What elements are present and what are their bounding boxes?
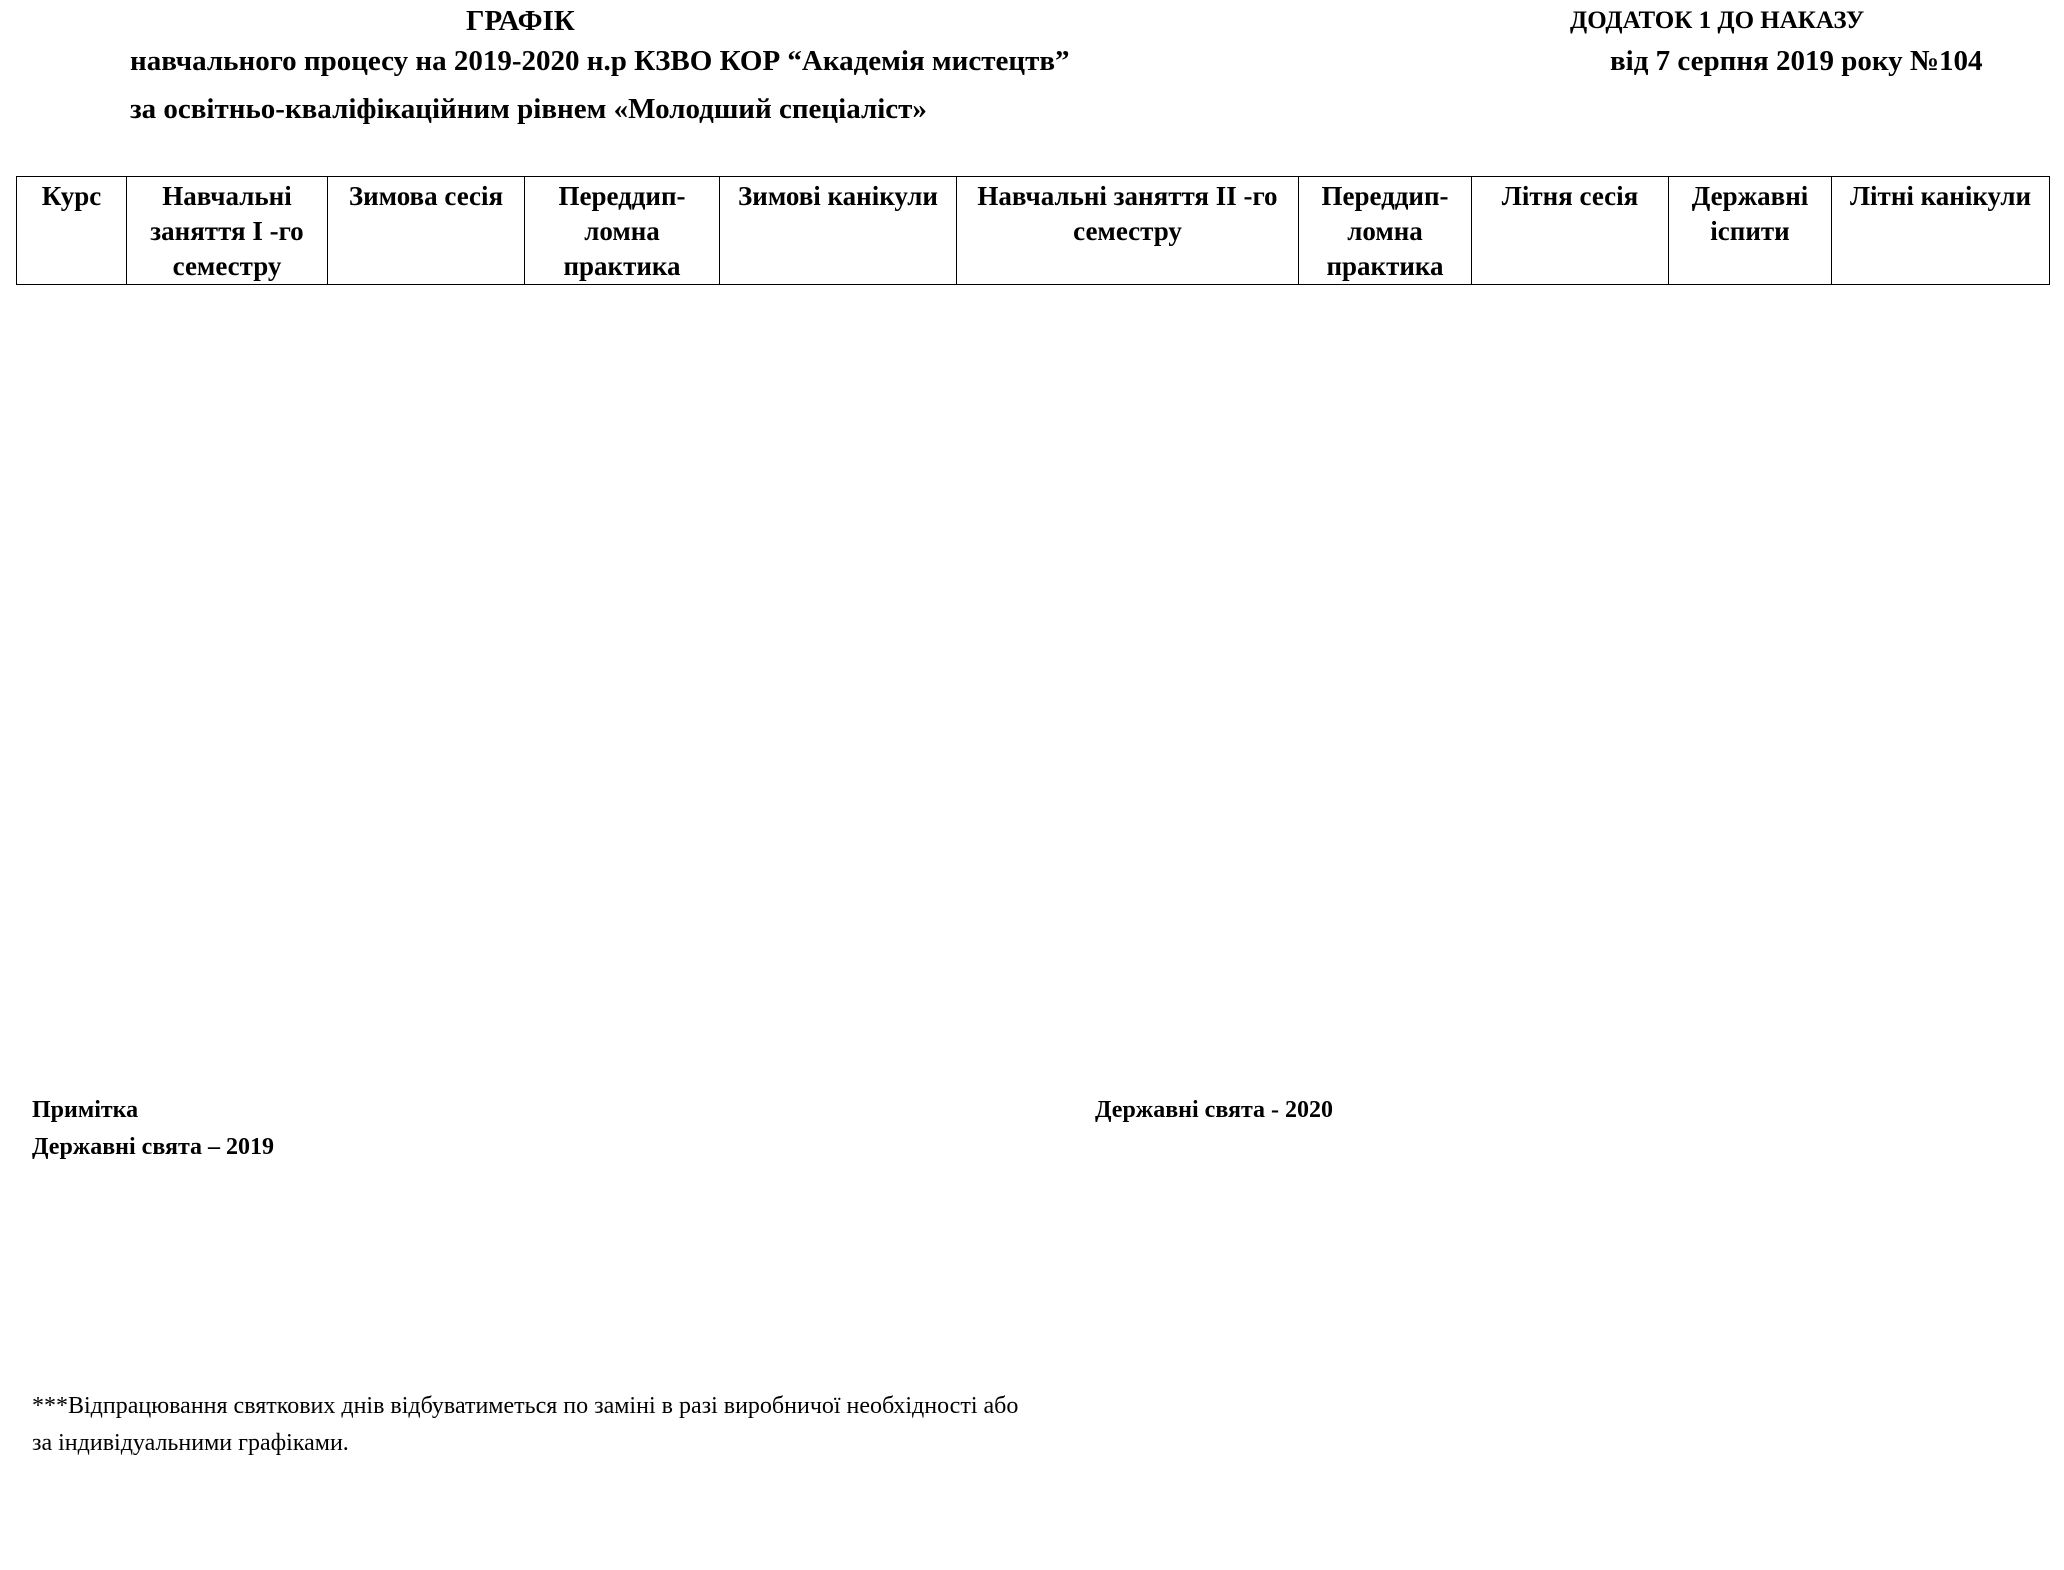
table-header-row — [17, 177, 2050, 285]
notes-left — [32, 1092, 274, 1166]
document-title: ГРАФІК — [466, 5, 575, 37]
column-header: Навчальні заняття І -го семестру — [127, 177, 328, 285]
document-subtitle-level: за освітньо-кваліфікаційним рівнем «Молодший спеціаліст» — [130, 93, 927, 125]
notes-heading: Примітка — [32, 1097, 139, 1123]
appendix-order-date: від 7 серпня 2019 року №104 — [1610, 45, 1983, 77]
document-subtitle: навчального процесу на 2019-2020 н.р КЗВО КОР “Академія мистецтв” — [130, 45, 1070, 77]
holidays-2020-heading: Державні свята - 2020 — [1095, 1097, 1334, 1123]
column-header: Державні іспити — [1669, 177, 1832, 285]
notes-right — [1095, 1092, 1333, 1129]
column-header: Навчальні заняття ІІ -го семестру — [957, 177, 1299, 285]
column-header: Літня сесія — [1472, 177, 1669, 285]
column-header: Переддип-ломна практика — [1299, 177, 1472, 285]
footnote: ***Відпрацювання святкових днів відбуватиметься по заміні в разі виробничої необхідності або за індивідуальними графіками. — [32, 1393, 1019, 1456]
column-header: Переддип-ломна практика — [525, 177, 720, 285]
column-header: Курс — [17, 177, 127, 285]
column-header: Зимова сесія — [328, 177, 525, 285]
holidays-2019-heading: Державні свята – 2019 — [32, 1134, 275, 1160]
schedule-table — [16, 176, 2050, 285]
column-header: Зимові канікули — [720, 177, 957, 285]
appendix-label: ДОДАТОК 1 ДО НАКАЗУ — [1570, 7, 1865, 34]
column-header: Літні канікули — [1832, 177, 2050, 285]
